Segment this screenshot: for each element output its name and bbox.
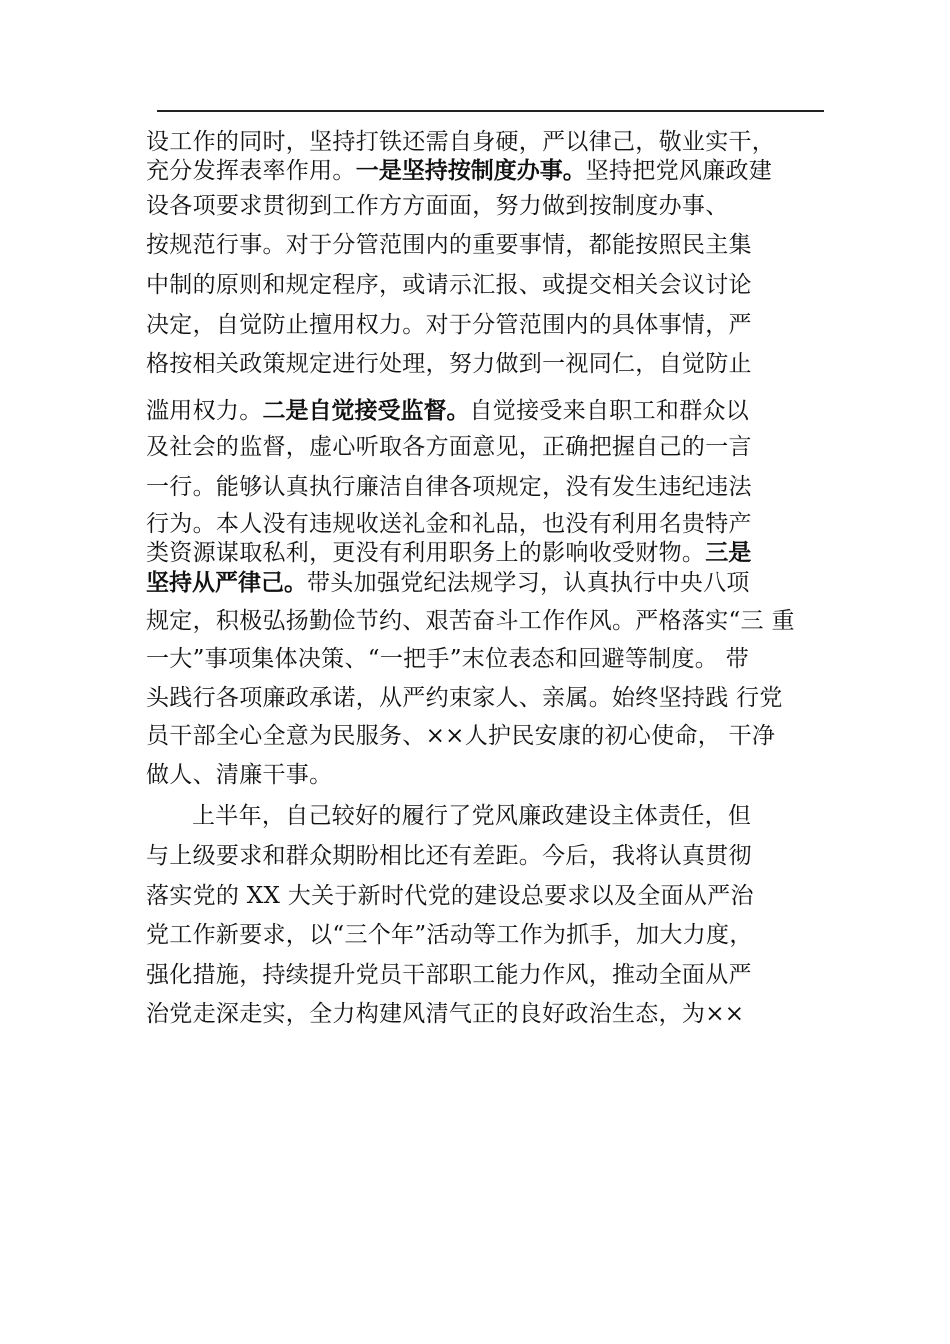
- text-line: 设各项要求贯彻到工作方方面面，努力做到按制度办事、: [146, 193, 729, 219]
- header-rule: [157, 110, 824, 112]
- text-line: 员干部全心全意为民服务、××人护民安康的初心使命， 干净: [146, 723, 776, 749]
- text-line: 落实党的 XX 大关于新时代党的建设总要求以及全面从严治: [146, 883, 754, 909]
- text-line: 做人、清廉干事。: [146, 762, 333, 788]
- text-line: 决定，自觉防止擅用权力。对于分管范围内的具体事情，严: [146, 312, 752, 338]
- text-line: 行为。本人没有违规收送礼金和礼品，也没有利用名贵特产: [146, 511, 752, 537]
- text-line: 中制的原则和规定程序，或请示汇报、或提交相关会议讨论: [146, 272, 752, 298]
- text-line: 类资源谋取私利，更没有利用职务上的影响收受财物。三是: [146, 540, 752, 566]
- bold-heading: 坚持从严律己。: [146, 570, 307, 596]
- text-line: 强化措施，持续提升党员干部职工能力作风，推动全面从严: [146, 962, 752, 988]
- text-line: 一大”事项集体决策、“一把手”末位表态和回避等制度。 带: [146, 646, 749, 672]
- text-line: 设工作的同时，坚持打铁还需自身硬，严以律己，敬业实干，: [146, 129, 776, 155]
- bold-heading: 二是自觉接受监督。: [262, 398, 470, 424]
- text-line: 滥用权力。二是自觉接受监督。自觉接受来自职工和群众以: [146, 398, 750, 424]
- text-line: 一行。能够认真执行廉洁自律各项规定，没有发生违纪违法: [146, 474, 752, 500]
- text-line: 坚持从严律己。带头加强党纪法规学习，认真执行中央八项: [146, 570, 750, 596]
- text-line: 头践行各项廉政承诺，从严约束家人、亲属。始终坚持践 行党: [146, 685, 783, 711]
- text-line: 规定，积极弘扬勤俭节约、艰苦奋斗工作作风。严格落实“三 重: [146, 608, 795, 634]
- text-line: 格按相关政策规定进行处理，努力做到一视同仁，自觉防止: [146, 351, 752, 377]
- text-line: 党工作新要求，以“三个年”活动等工作为抓手，加大力度，: [146, 922, 753, 948]
- bold-heading: 三是: [705, 540, 752, 566]
- bold-heading: 一是坚持按制度办事。: [355, 158, 586, 184]
- text-line: 及社会的监督，虚心听取各方面意见，正确把握自己的一言: [146, 434, 752, 460]
- text-line: 与上级要求和群众期盼相比还有差距。今后，我将认真贯彻: [146, 843, 752, 869]
- text-line: 治党走深走实，全力构建风清气正的良好政治生态，为××: [146, 1001, 745, 1027]
- text-line: 上半年，自己较好的履行了党风廉政建设主体责任，但: [192, 803, 752, 829]
- text-line: 充分发挥表率作用。一是坚持按制度办事。坚持把党风廉政建: [146, 158, 773, 184]
- text-line: 按规范行事。对于分管范围内的重要事情，都能按照民主集: [146, 232, 752, 258]
